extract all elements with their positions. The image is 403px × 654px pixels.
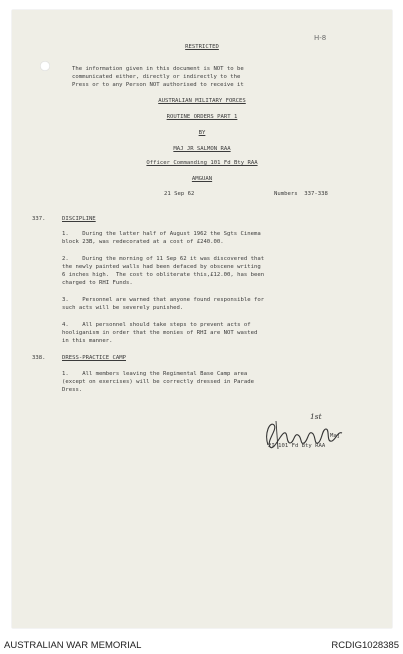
paragraph-line: charged to RHI Funds. [62, 280, 133, 286]
signature-annotation: 1st [310, 412, 322, 421]
notice-line: Press or to any Person NOT authorised to receive it [72, 82, 244, 88]
paragraph-line: 4. All personnel should take steps to prevent acts of [62, 322, 251, 328]
section-heading: DISCIPLINE [62, 216, 96, 222]
paragraph-line: 2. During the morning of 11 Sep 62 it was discovered that [62, 256, 265, 262]
section-number: 338. [32, 355, 46, 361]
paragraph-line: 6 inches high. The cost to obliterate this,£12.00, has been [62, 272, 265, 278]
order-title: ROUTINE ORDERS PART 1 [166, 114, 238, 120]
classification-header: RESTRICTED [185, 44, 219, 50]
handwritten-signature [260, 415, 370, 457]
section-number: 337. [32, 216, 46, 222]
paragraph-line: 1. All members leaving the Regimental Base Camp area [62, 371, 248, 377]
paragraph-line: 3. Personnel are warned that anyone found responsible for [62, 297, 265, 303]
commander-name: MAJ JR SALMON RAA [173, 146, 231, 152]
punch-hole [40, 61, 50, 71]
archive-footer-left: AUSTRALIAN WAR MEMORIAL [4, 640, 142, 651]
order-numbers: Numbers 337-338 [274, 191, 328, 197]
notice-line: communicated either, directly or indirectly to the [72, 74, 241, 80]
signature-rank: Maj [330, 433, 341, 439]
signature-unit: 2I 101 Fd Bty RAA [268, 443, 326, 449]
paragraph-line: 1. During the latter half of August 1962 the Sgts Cinema [62, 231, 261, 237]
section-heading: DRESS-PRACTICE CAMP [62, 355, 126, 361]
forces-heading: AUSTRALIAN MILITARY FORCES [158, 98, 246, 104]
paragraph-line: block 23B, was redecorated at a cost of £240.00. [62, 239, 224, 245]
order-date: 21 Sep 62 [164, 191, 195, 197]
paragraph-line: Dress. [62, 387, 83, 393]
document-page [12, 10, 392, 628]
pencil-mark: H-8 [314, 34, 327, 42]
paragraph-line: in this manner. [62, 338, 113, 344]
officer-title: Officer Commanding 101 Fd Bty RAA [146, 160, 258, 166]
paragraph-line: the newly painted walls had been defaced by obscene writing [62, 264, 261, 270]
paragraph-line: (except on exercises) will be correctly dressed in Parade [62, 379, 254, 385]
paragraph-line: such acts will be severely punished. [62, 305, 184, 311]
location: AMGUAN [191, 176, 213, 182]
archive-footer-right: RCDIG1028385 [331, 640, 399, 651]
notice-line: The information given in this document is NOT to be [72, 66, 244, 72]
paragraph-line: hooliganism in order that the monies of RHI are NOT wasted [62, 330, 258, 336]
by-line: BY [198, 130, 206, 136]
